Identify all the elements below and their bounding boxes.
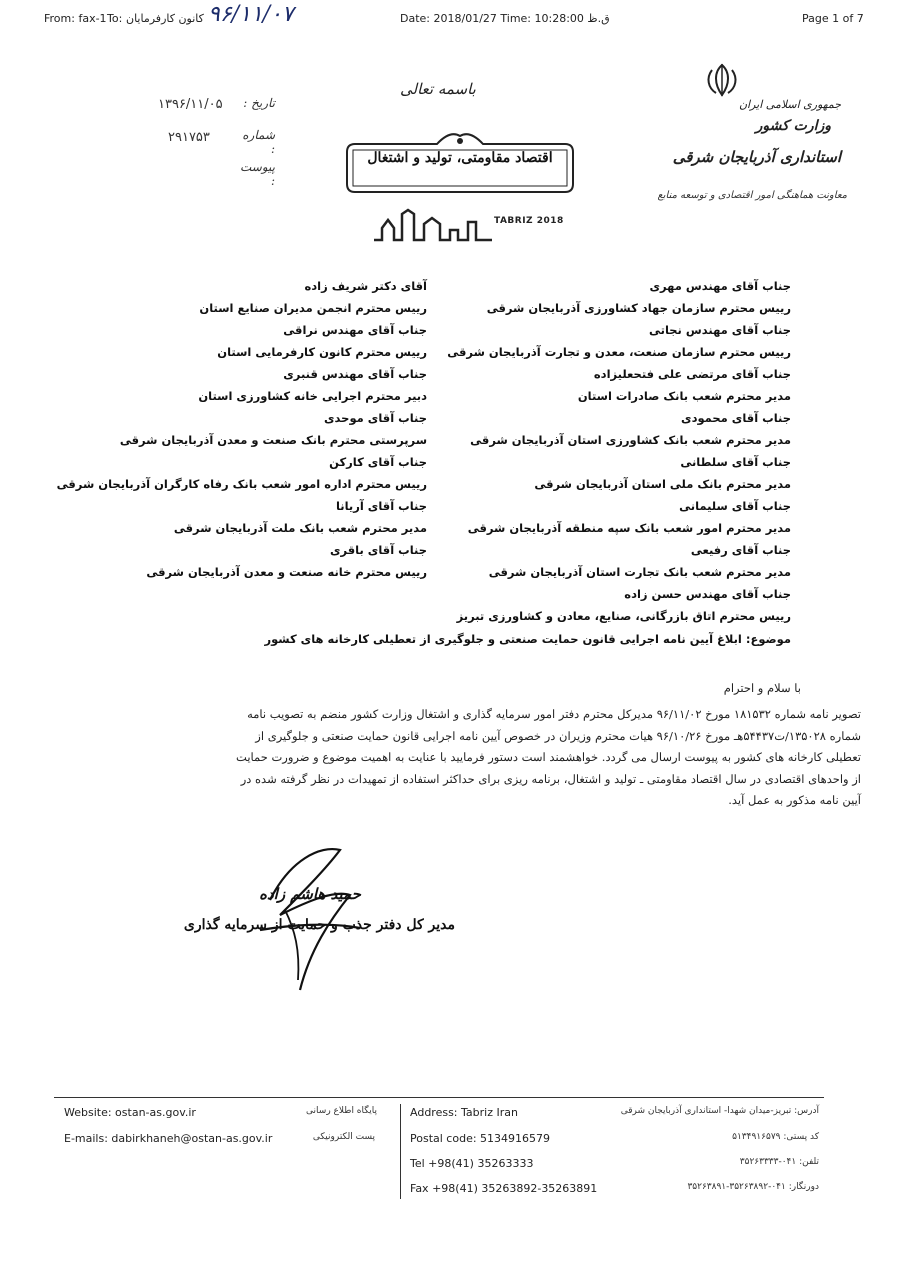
list-item: جناب آقای محمودی xyxy=(681,411,791,425)
list-item: جناب آقای مهندس قنبری xyxy=(283,367,427,381)
list-item: جناب آقای موحدی xyxy=(324,411,427,425)
list-item: جناب آقای رفیعی xyxy=(690,543,791,557)
list-item: جناب آقای مهندس حسن زاده xyxy=(624,587,791,601)
letter-date: ۱۳۹۶/۱۱/۰۵ xyxy=(158,97,223,112)
list-item: جناب آقای باقری xyxy=(329,543,427,557)
letter-number: ۲۹۱۷۵۳ xyxy=(168,130,210,145)
number-label: شماره : xyxy=(242,128,275,156)
list-item: رییس محترم خانه صنعت و معدن آذربایجان شرقی xyxy=(146,565,427,579)
letterhead-deputy: معاونت هماهنگی امور اقتصادی و توسعه منابع xyxy=(657,190,847,201)
list-item: رییس محترم کانون کارفرمایی استان xyxy=(217,345,427,359)
list-item: مدیر محترم شعب بانک کشاورزی استان آذربایجان شرقی xyxy=(470,433,791,447)
letter-subject: موضوع: ابلاغ آیین نامه اجرایی قانون حمایت صنعتی و جلوگیری از تعطیلی کارخانه های کشور xyxy=(264,632,791,646)
signature-title: مدیر کل دفتر جذب و حمایت از سرمایه گذاری xyxy=(183,917,455,933)
slogan-text: اقتصاد مقاومتی، تولید و اشتغال xyxy=(367,150,553,166)
list-item: مدیر محترم شعب بانک تجارت استان آذربایجان شرقی xyxy=(488,565,791,579)
handwritten-date: ۹۶/۱۱/۰۷ xyxy=(208,2,294,27)
list-item: رییس محترم اتاق بازرگانی، صنایع، معادن و کشاورزی تبریز xyxy=(456,609,791,623)
footer-email: E-mails: dabirkhaneh@ostan-as.gov.ir xyxy=(64,1132,273,1145)
footer-website: Website: ostan-as.gov.ir xyxy=(64,1106,196,1119)
attachment-label: پیوست : xyxy=(240,160,275,188)
list-item: جناب آقای سلطانی xyxy=(680,455,791,469)
signature-name: حمید هاشم زاده xyxy=(259,885,361,903)
fax-to: To: xyxy=(107,12,123,25)
footer-postal-fa: کد پستی: ۵۱۳۴۹۱۶۵۷۹ xyxy=(732,1132,819,1142)
list-item: رییس محترم اداره امور شعب بانک رفاه کارگران آذربایجان شرقی xyxy=(56,477,427,491)
list-item: مدیر محترم شعب بانک صادرات استان xyxy=(577,389,791,403)
list-item: جناب آقای مرتضی علی فتحعلیزاده xyxy=(593,367,791,381)
greeting: با سلام و احترام xyxy=(723,681,801,695)
list-item: سرپرستی محترم بانک صنعت و معدن آذربایجان شرقی xyxy=(119,433,427,447)
footer-website-fa: پایگاه اطلاع رسانی xyxy=(306,1106,377,1116)
footer-tel: Tel +98(41) 35263333 xyxy=(410,1157,534,1170)
fax-to-name: کانون کارفرمایان xyxy=(126,12,204,25)
addressee-list-left xyxy=(47,275,427,583)
tabriz-logo-text: TABRIZ 2018 xyxy=(494,216,564,226)
list-item: جناب آقای سلیمانی xyxy=(679,499,791,513)
list-item: آقای دکتر شریف زاده xyxy=(304,279,427,293)
date-label: تاریخ : xyxy=(243,96,275,110)
list-item: رییس محترم انجمن مدیران صنایع استان xyxy=(199,301,427,315)
footer-address: Address: Tabriz Iran xyxy=(410,1106,518,1119)
letterhead-governorate: استانداری آذربایجان شرقی xyxy=(672,148,841,166)
letterhead-ministry: وزارت کشور xyxy=(755,118,831,134)
list-item: جناب آقای مهندس مهری xyxy=(649,279,791,293)
footer-fax-fa: دورنگار: ۰۴۱-۳۵۲۶۳۸۹۲-۳۵۲۶۳۸۹۱ xyxy=(687,1182,819,1192)
list-item: رییس محترم سازمان صنعت، معدن و تجارت آذربایجان شرقی xyxy=(447,345,791,359)
footer-fax: Fax +98(41) 35263892-35263891 xyxy=(410,1182,598,1195)
letterhead-country: جمهوری اسلامی ایران xyxy=(738,98,841,111)
list-item: جناب آقای مهندس نراقی xyxy=(283,323,427,337)
body-line: آیین نامه مذکور به عمل آید. xyxy=(728,793,861,807)
fax-date-time: Date: 2018/01/27 Time: 10:28:00 ق.ظ xyxy=(400,12,610,25)
footer-address-fa: آدرس: تبریز-میدان شهدا- استانداری آذربایجان شرقی xyxy=(620,1106,819,1116)
list-item: جناب آقای کارکن xyxy=(329,455,427,469)
fax-from: From: fax-1 xyxy=(44,12,107,25)
body-line: از واحدهای اقتصادی در سال اقتصاد مقاومتی ـ تولید و اشتغال، برنامه ریزی برای حداکثر استفاده از تمهیدات در نظر گرفته شده در xyxy=(240,771,861,786)
tabriz-skyline-icon xyxy=(372,200,496,250)
footer-postal: Postal code: 5134916579 xyxy=(410,1132,551,1145)
addressee-list-right xyxy=(371,275,791,627)
list-item: مدیر محترم شعب بانک ملت آذربایجان شرقی xyxy=(173,521,427,535)
footer-email-fa: پست الکترونیکی xyxy=(312,1132,375,1142)
letter-body xyxy=(41,704,861,812)
list-item: مدیر محترم امور شعب بانک سپه منطقه آذربایجان شرقی xyxy=(467,521,791,535)
fax-page-number: Page 1 of 7 xyxy=(802,12,864,25)
body-line: شماره ۱۳۵۰۲۸/ت۵۴۴۳۷هـ مورخ ۹۶/۱۰/۲۶ هیات محترم وزیران در خصوص آیین نامه اجرایی قانون حمایت صنعتی و جلوگیری از xyxy=(255,728,861,743)
list-item: مدیر محترم بانک ملی استان آذربایجان شرقی xyxy=(534,477,791,491)
footer-divider xyxy=(54,1097,824,1098)
footer-column-divider xyxy=(400,1104,401,1199)
body-line: تصویر نامه شماره ۱۸۱۵۳۲ مورخ ۹۶/۱۱/۰۲ مدیرکل محترم دفتر امور سرمایه گذاری و اشتغال وزارت کشور منضم به تصویب نامه xyxy=(247,707,861,721)
iran-emblem-icon xyxy=(700,62,744,98)
list-item: رییس محترم سازمان جهاد کشاورزی آذربایجان شرقی xyxy=(486,301,791,315)
body-line: تعطیلی کارخانه های کشور به پیوست ارسال می گردد. خواهشمند است دستور فرمایید با عنایت به اهمیت موضوع و ضرورت حمایت xyxy=(236,750,861,764)
list-item: جناب آقای آریانا xyxy=(335,499,427,513)
basmala: باسمه تعالی xyxy=(400,80,476,98)
list-item: دبیر محترم اجرایی خانه کشاورزی استان xyxy=(198,389,427,403)
list-item: جناب آقای مهندس نجاتی xyxy=(649,323,791,337)
footer-tel-fa: تلفن: ۰۴۱-۳۵۲۶۳۳۳۳ xyxy=(739,1157,819,1167)
